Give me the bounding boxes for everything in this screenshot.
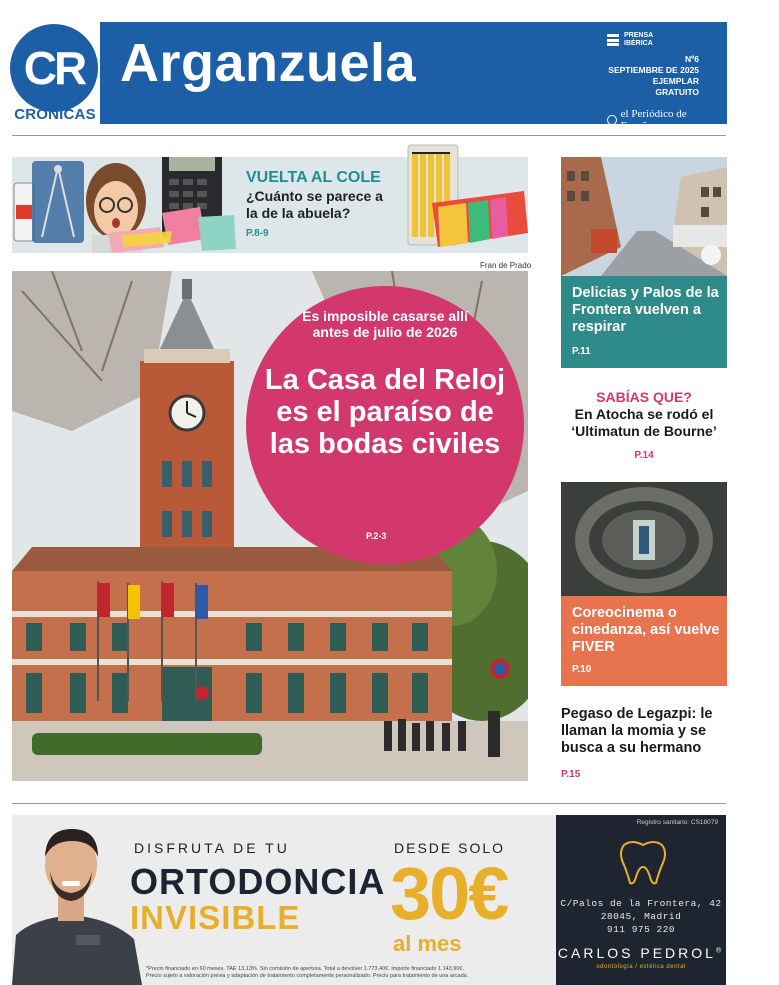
cr-logo-circle: CR	[10, 24, 98, 112]
title-bar	[100, 22, 727, 132]
partner-name: el Periódico de España	[620, 108, 687, 132]
prensa-mark-icon	[607, 34, 619, 46]
sabias-kicker: SABÍAS QUE?	[596, 389, 692, 405]
story-fiver-page-ref: P.10	[572, 664, 592, 675]
street-illustration	[561, 157, 727, 276]
ad-line-3: INVISIBLE	[130, 899, 301, 936]
clinic-panel	[556, 815, 726, 985]
lead-page-ref: P.2-3	[366, 531, 387, 541]
ad-line-2: ORTODONCIA	[130, 861, 386, 902]
clinic-phone[interactable]: 911 975 220	[606, 924, 676, 935]
ad-price: 30€	[390, 852, 508, 935]
story-pegaso[interactable]	[561, 706, 731, 780]
lead-headline: La Casa del Reloj es el paraíso de las bodas civiles	[264, 364, 506, 460]
story-fiver-headline: Coreocinema o cinedanza, así vuelve FIVER	[572, 605, 720, 655]
ad-fine-print-2: Precio sujeto a valoración previa y adaptación de tratamiento completamente personalizado. Precio para tratamiento de una arcada.	[146, 973, 469, 979]
divider-bottom	[12, 803, 726, 804]
ad-fine-print-1: *Precio financiado en 60 meses. TAE 13,13%. Sin comisión de apertura. Total a devolver 1.773,40€. Importe financiado 1.143,90€.	[146, 966, 464, 972]
cronicas-logo[interactable]	[10, 22, 100, 126]
issue-info	[607, 54, 717, 98]
partner-logo	[607, 108, 717, 132]
promo-vuelta-al-cole[interactable]	[12, 157, 528, 253]
issue-number: Nº6	[685, 54, 699, 64]
clinic-brand-name: CARLOS PEDROL	[557, 945, 716, 961]
newspaper-title: Arganzuela	[120, 33, 417, 93]
publisher-line-1: PRENSA	[624, 32, 654, 39]
promo-text	[246, 169, 396, 239]
delicias-street-photo[interactable]	[561, 157, 727, 276]
partner-dot-icon	[607, 115, 617, 125]
sabias-que-box[interactable]	[556, 389, 732, 461]
school-supplies-image	[12, 157, 242, 253]
issue-meta	[607, 32, 717, 132]
clinic-tagline: odontología / estética dental	[596, 964, 686, 970]
story-fiver[interactable]	[561, 596, 727, 686]
orthodontics-ad[interactable]	[12, 815, 726, 985]
cr-logo-label: CRÓNICAS	[14, 106, 96, 123]
lead-headline-bubble[interactable]	[246, 286, 524, 564]
registry-number: Registro sanitario: CS18079	[636, 819, 718, 826]
ad-from-label: DESDE SOLO	[394, 840, 506, 856]
promo-headline: ¿Cuánto se parece a la de la abuela?	[246, 188, 383, 221]
clinic-address-1: C/Palos de la Frontera, 42	[560, 898, 722, 909]
clinic-address	[556, 897, 726, 936]
lead-deck: Es imposible casarse allí antes de julio de 2026	[302, 308, 468, 340]
story-delicias-page-ref: P.11	[572, 346, 591, 357]
promo-kicker: VUELTA AL COLE	[246, 169, 381, 186]
divider-top	[12, 135, 726, 136]
prensa-iberica-logo	[607, 32, 717, 48]
story-delicias[interactable]	[561, 276, 727, 368]
masthead	[10, 22, 727, 132]
clinic-address-2: 28045, Madrid	[600, 911, 682, 922]
publisher-line-2: IBÉRICA	[624, 40, 653, 47]
photo-credit: Fran de Prado	[480, 261, 532, 270]
registered-mark: ®	[715, 947, 725, 955]
pencils-and-erasers-image	[396, 143, 528, 253]
story-delicias-headline: Delicias y Palos de la Frontera vuelven a respirar	[572, 285, 719, 335]
sabias-text: En Atocha se rodó el ‘Ultimatun de Bourne’	[571, 406, 717, 439]
story-pegaso-headline: Pegaso de Legazpi: le llaman la momia y se busca a su hermano	[561, 706, 713, 756]
story-pegaso-page-ref: P.15	[561, 769, 581, 780]
promo-page-ref: P.8-9	[246, 228, 269, 239]
issue-date: SEPTIEMBRE DE 2025	[608, 65, 699, 75]
tooth-icon	[616, 839, 670, 885]
clinic-brand	[556, 945, 726, 961]
dance-circle-illustration	[561, 482, 727, 596]
ad-fine-print	[146, 966, 556, 980]
ad-per-month: al mes	[393, 931, 462, 956]
fiver-dance-photo[interactable]	[561, 482, 727, 596]
ad-line-1: DISFRUTA DE TU	[134, 840, 290, 856]
issue-note: EJEMPLAR GRATUITO	[652, 76, 699, 97]
sabias-page-ref: P.14	[634, 450, 654, 461]
